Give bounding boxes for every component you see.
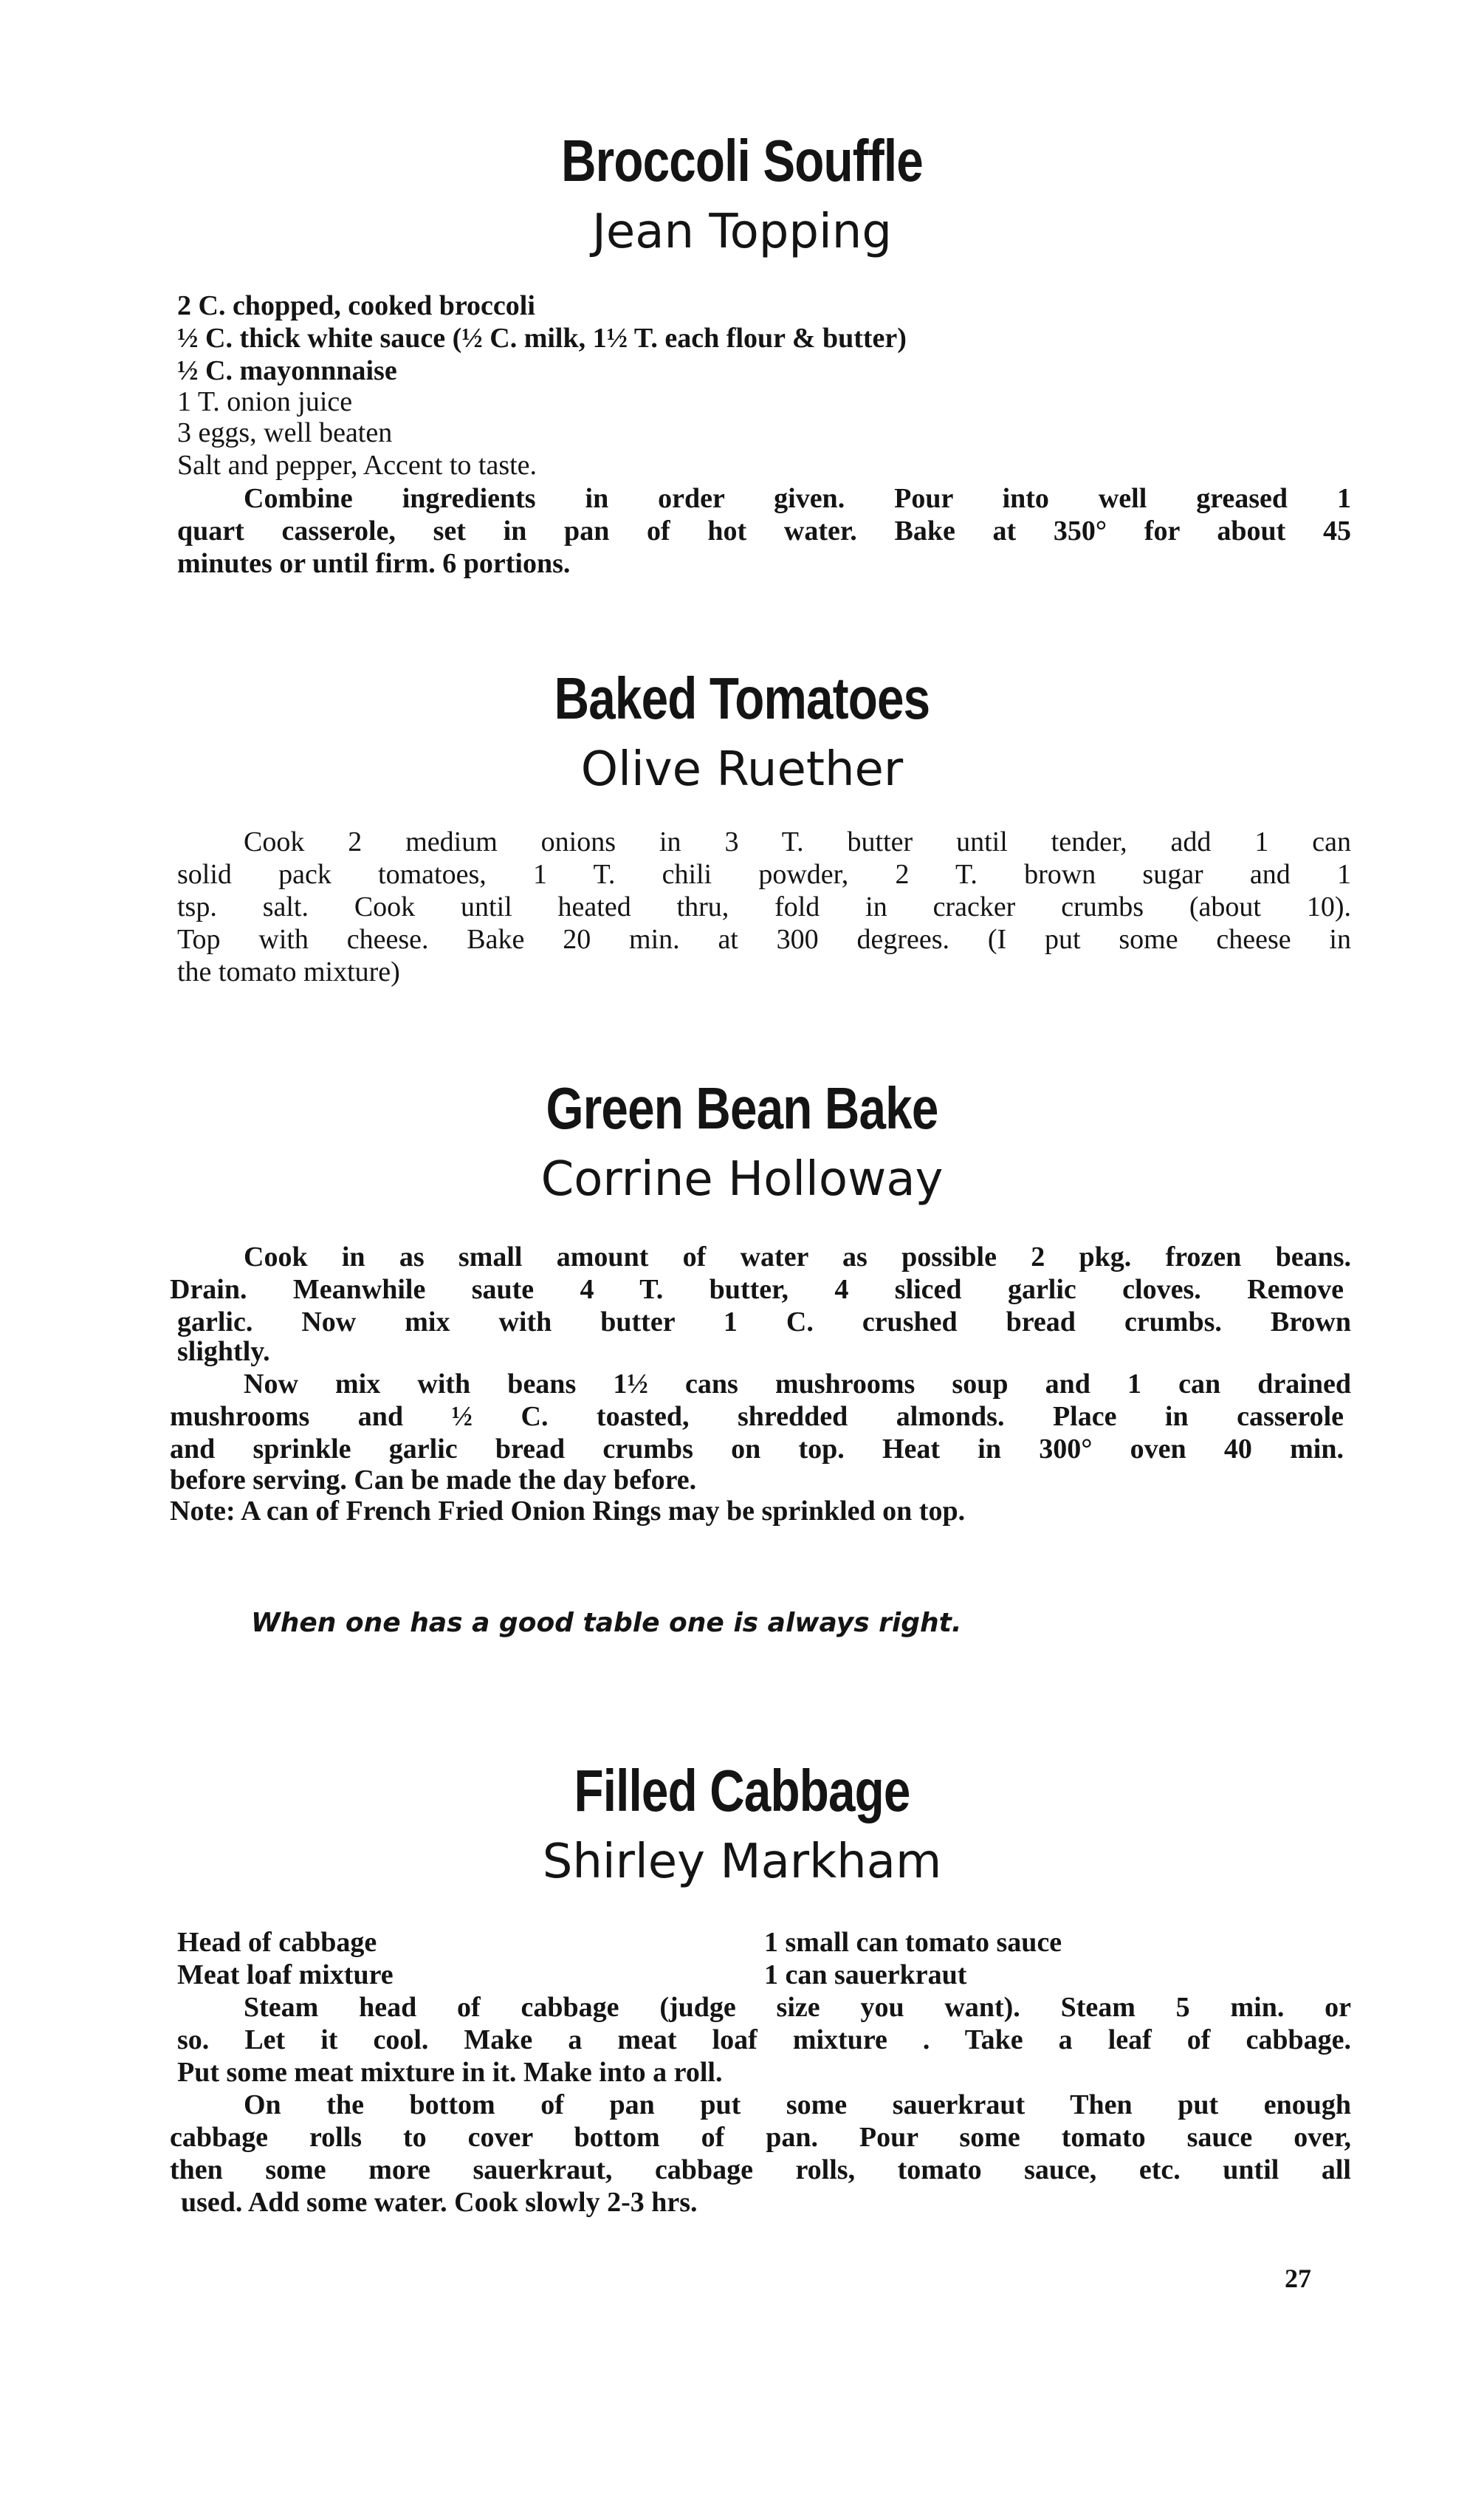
recipe-title: Baked Tomatoes bbox=[554, 665, 930, 731]
direction-line: Note: A can of French Fried Onion Rings may be sprinkled on top. bbox=[170, 1496, 966, 1527]
recipe-title: Filled Cabbage bbox=[574, 1758, 910, 1823]
ingredient-line: Head of cabbage bbox=[177, 1927, 377, 1958]
ingredient-line: Salt and pepper, Accent to taste. bbox=[177, 450, 537, 481]
direction-line: used. Add some water. Cook slowly 2-3 hrs. bbox=[181, 2187, 698, 2218]
direction-line: Cook 2 medium onions in 3 T. butter until tender, add 1 can bbox=[244, 826, 1351, 857]
ingredient-line: 1 small can tomato sauce bbox=[764, 1927, 1062, 1958]
page-number: 27 bbox=[1285, 2264, 1311, 2293]
direction-line: then some more sauerkraut, cabbage rolls, tomato sauce, etc. until all bbox=[170, 2154, 1351, 2185]
direction-line: cabbage rolls to cover bottom of pan. Pour some tomato sauce over, bbox=[170, 2122, 1351, 2153]
direction-line: so. Let it cool. Make a meat loaf mixture . Take a leaf of cabbage. bbox=[177, 2024, 1351, 2055]
direction-line: quart casserole, set in pan of hot water. Bake at 350° for about 45 bbox=[177, 516, 1351, 547]
direction-line: mushrooms and ½ C. toasted, shredded almonds. Place in casserole bbox=[170, 1401, 1344, 1432]
ingredient-line: 3 eggs, well beaten bbox=[177, 417, 393, 448]
ingredient-line: 1 can sauerkraut bbox=[764, 1959, 967, 1990]
direction-line: minutes or until firm. 6 portions. bbox=[177, 548, 571, 579]
direction-line: Steam head of cabbage (judge size you want). Steam 5 min. or bbox=[244, 1992, 1351, 2023]
direction-line: garlic. Now mix with butter 1 C. crushed bread crumbs. Brown bbox=[177, 1306, 1351, 1338]
direction-line: before serving. Can be made the day before. bbox=[170, 1465, 697, 1496]
recipe-title: Broccoli Souffle bbox=[561, 128, 923, 193]
direction-line: Top with cheese. Bake 20 min. at 300 degrees. (I put some cheese in bbox=[177, 924, 1351, 955]
direction-line: Combine ingredients in order given. Pour into well greased 1 bbox=[244, 483, 1351, 514]
recipe-author: Olive Ruether bbox=[580, 742, 904, 797]
direction-line: and sprinkle garlic bread crumbs on top. Heat in 300° oven 40 min. bbox=[170, 1434, 1344, 1465]
direction-line: tsp. salt. Cook until heated thru, fold in cracker crumbs (about 10). bbox=[177, 891, 1351, 922]
direction-line: the tomato mixture) bbox=[177, 956, 400, 987]
ingredient-line: 2 C. chopped, cooked broccoli bbox=[177, 290, 535, 321]
quote: When one has a good table one is always right. bbox=[251, 1608, 962, 1638]
direction-line: Cook in as small amount of water as possible 2 pkg. frozen beans. bbox=[244, 1241, 1351, 1273]
direction-line: On the bottom of pan put some sauerkraut Then put enough bbox=[244, 2089, 1351, 2120]
direction-line: Drain. Meanwhile saute 4 T. butter, 4 sliced garlic cloves. Remove bbox=[170, 1274, 1344, 1305]
recipe-title: Green Bean Bake bbox=[546, 1075, 938, 1141]
ingredient-line: Meat loaf mixture bbox=[177, 1959, 394, 1990]
direction-line: Put some meat mixture in it. Make into a roll. bbox=[177, 2057, 723, 2088]
ingredient-line: ½ C. thick white sauce (½ C. milk, 1½ T. each flour & butter) bbox=[177, 323, 907, 354]
ingredient-line: ½ C. mayonnnaise bbox=[177, 355, 397, 386]
recipe-author: Shirley Markham bbox=[542, 1835, 942, 1889]
direction-line: solid pack tomatoes, 1 T. chili powder, 2 T. brown sugar and 1 bbox=[177, 859, 1351, 890]
direction-line: Now mix with beans 1½ cans mushrooms soup and 1 can drained bbox=[244, 1369, 1351, 1400]
recipe-author: Corrine Holloway bbox=[540, 1152, 944, 1207]
recipe-author: Jean Topping bbox=[592, 205, 892, 259]
direction-line: slightly. bbox=[177, 1336, 270, 1367]
ingredient-line: 1 T. onion juice bbox=[177, 386, 353, 417]
